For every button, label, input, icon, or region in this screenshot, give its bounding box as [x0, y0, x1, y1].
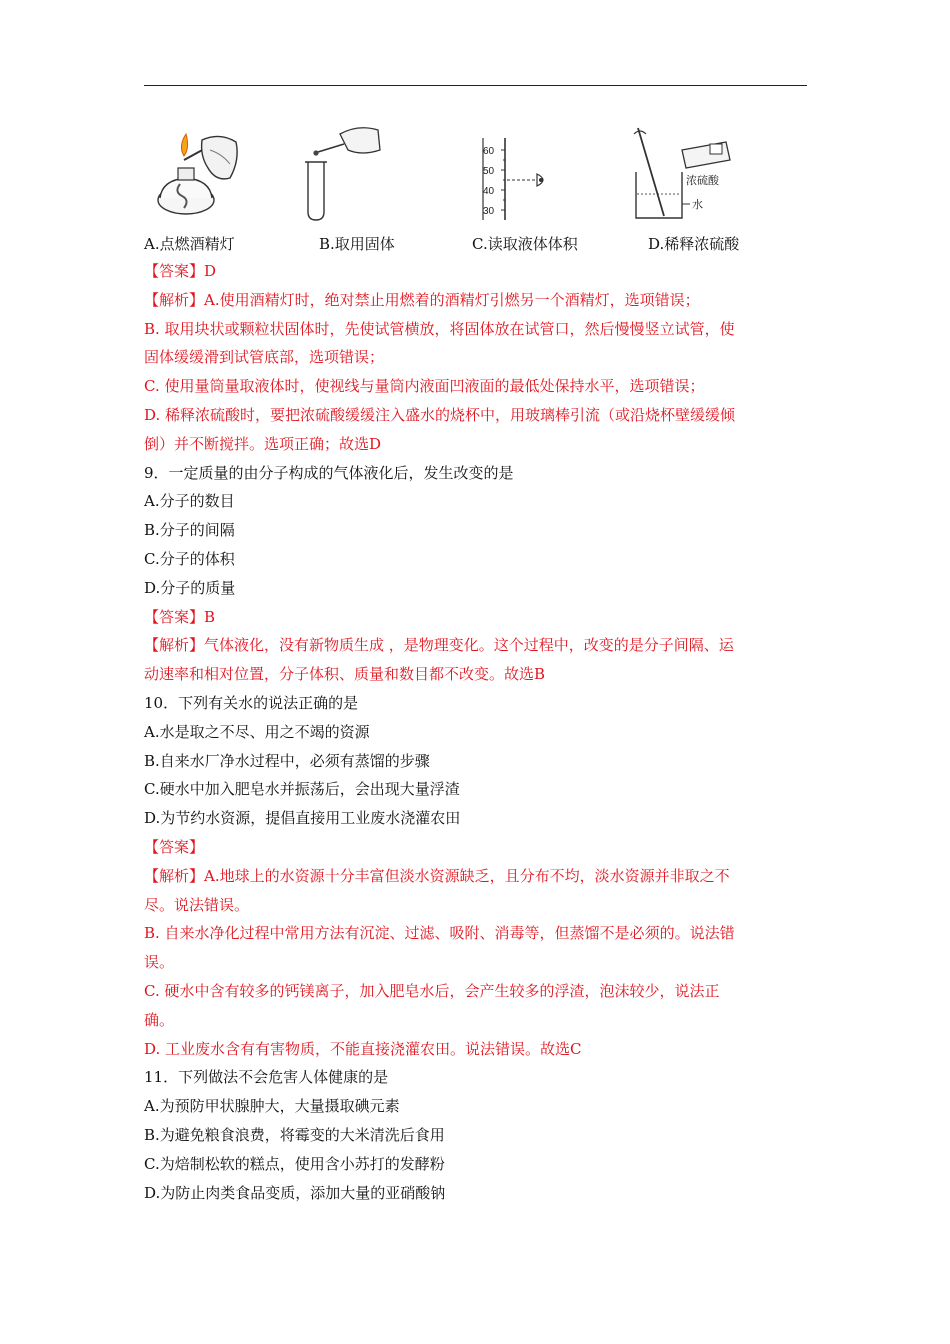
text-line: [144, 866, 730, 886]
cylinder-tick: 50: [483, 166, 495, 177]
line-text: D.分子的质量: [144, 578, 236, 597]
line-text: 尽。说法错误。: [144, 895, 250, 914]
figure-b-solid: [300, 120, 384, 224]
text-line: [144, 779, 460, 799]
line-text: 气体液化，没有新物质生成 ，是物理变化。这个过程中，改变的是分子间隔、运: [204, 636, 734, 655]
line-text: C.为焙制松软的糕点，使用含小苏打的发酵粉: [144, 1154, 445, 1173]
figure-a-alcohol-lamp: [150, 120, 242, 220]
analysis-tag: 【解析】: [144, 636, 205, 655]
line-text: 11．下列做法不会危害人体健康的是: [144, 1068, 389, 1087]
line-text: C. 使用量筒量取液体时，使视线与量筒内液面凹液面的最低处保持水平，选项错误；: [144, 377, 705, 396]
line-text: B.为避免粮食浪费，将霉变的大米清洗后食用: [144, 1126, 445, 1144]
text-line: [144, 261, 216, 281]
text-line: [144, 1067, 388, 1087]
line-text: A.分子的数目: [144, 492, 235, 511]
analysis-tag: 【解析】: [144, 290, 205, 309]
figure-c-cylinder: [475, 120, 565, 224]
figure-caption-b: B.取用固体: [319, 235, 395, 253]
text-line: [144, 751, 430, 771]
line-text: 10．下列有关水的说法正确的是: [144, 694, 359, 712]
line-text: A.地球上的水资源十分丰富但淡水资源缺乏，且分布不均，淡水资源并非取之不: [204, 866, 730, 885]
text-line: [144, 693, 358, 713]
text-line: [144, 664, 545, 684]
text-line: [144, 1010, 174, 1030]
line-text: 【答案】D: [144, 262, 217, 280]
text-line: [144, 1039, 582, 1059]
line-text: 9．一定质量的由分子构成的气体液化后，发生改变的是: [144, 463, 514, 482]
text-line: [144, 923, 735, 943]
text-line: [144, 319, 735, 339]
text-line: [144, 578, 235, 598]
line-text: C.分子的体积: [144, 550, 235, 568]
line-text: 误。: [144, 953, 175, 972]
text-line: [144, 1183, 445, 1203]
line-text: 确。: [144, 1010, 175, 1029]
line-text: D. 工业废水含有有害物质，不能直接浇灌农田。说法错误。故选C: [144, 1039, 582, 1058]
text-line: [144, 1154, 445, 1174]
text-line: [144, 952, 174, 972]
figure-caption-c: C.读取液体体积: [472, 235, 578, 253]
text-line: [144, 347, 384, 367]
line-text: 【答案】: [144, 838, 205, 856]
text-line: [144, 463, 514, 483]
text-line: [144, 1125, 445, 1145]
text-line: [144, 549, 235, 569]
header-rule: [144, 85, 807, 86]
line-text: D.为防止肉类食品变质，添加大量的亚硝酸钠: [144, 1183, 446, 1202]
line-text: B.分子的间隔: [144, 521, 235, 540]
text-line: [144, 607, 215, 627]
text-line: [144, 722, 370, 742]
line-text: A.使用酒精灯时，绝对禁止用燃着的酒精灯引燃另一个酒精灯，选项错误；: [204, 290, 700, 309]
cylinder-tick: 60: [483, 146, 495, 157]
text-line: [144, 895, 249, 915]
text-line: [144, 405, 735, 425]
line-text: D. 稀释浓硫酸时，要把浓硫酸缓缓注入盛水的烧杯中，用玻璃棒引流（或沿烧杯壁缓缓倾: [144, 406, 736, 424]
text-line: [144, 520, 235, 540]
text-line: [144, 635, 734, 655]
text-line: [144, 376, 704, 396]
line-text: A.为预防甲状腺肿大，大量摄取碘元素: [144, 1097, 400, 1116]
line-text: 固体缓缓滑到试管底部，选项错误；: [144, 348, 385, 367]
line-text: B. 取用块状或颗粒状固体时，先使试管横放，将固体放在试管口，然后慢慢竖立试管，使: [144, 319, 735, 338]
text-line: [144, 808, 460, 828]
line-text: 动速率和相对位置，分子体积、质量和数目都不改变。故选B: [144, 665, 546, 684]
beaker-label-water: 水: [692, 199, 703, 211]
text-line: [144, 434, 381, 454]
cylinder-tick: 30: [483, 206, 495, 217]
line-text: C. 硬水中含有较多的钙镁离子，加入肥皂水后，会产生较多的浮渣，泡沫较少，说法正: [144, 982, 720, 1000]
analysis-tag: 【解析】: [144, 866, 205, 885]
text-line: [144, 981, 719, 1001]
figure-d-dilute-acid: [630, 120, 742, 224]
line-text: B.自来水厂净水过程中，必须有蒸馏的步骤: [144, 751, 430, 770]
line-text: 【答案】B: [144, 607, 216, 626]
line-text: B. 自来水净化过程中常用方法有沉淀、过滤、吸附、消毒等，但蒸馏不是必须的。说法错: [144, 924, 735, 943]
figure-caption-a: A.点燃酒精灯: [144, 235, 235, 253]
line-text: A.水是取之不尽、用之不竭的资源: [144, 722, 370, 741]
figure-caption-d: D.稀释浓硫酸: [648, 235, 740, 253]
text-line: [144, 837, 204, 857]
text-line: [144, 290, 700, 310]
line-text: C.硬水中加入肥皂水并振荡后，会出现大量浮渣: [144, 780, 460, 799]
line-text: D.为节约水资源，提倡直接用工业废水浇灌农田: [144, 809, 461, 828]
text-line: [144, 491, 235, 511]
line-text: 倒）并不断搅拌。选项正确；故选D: [144, 434, 382, 453]
cylinder-tick: 40: [483, 186, 495, 197]
beaker-label-acid: 浓硫酸: [686, 175, 719, 187]
text-line: [144, 1096, 400, 1116]
